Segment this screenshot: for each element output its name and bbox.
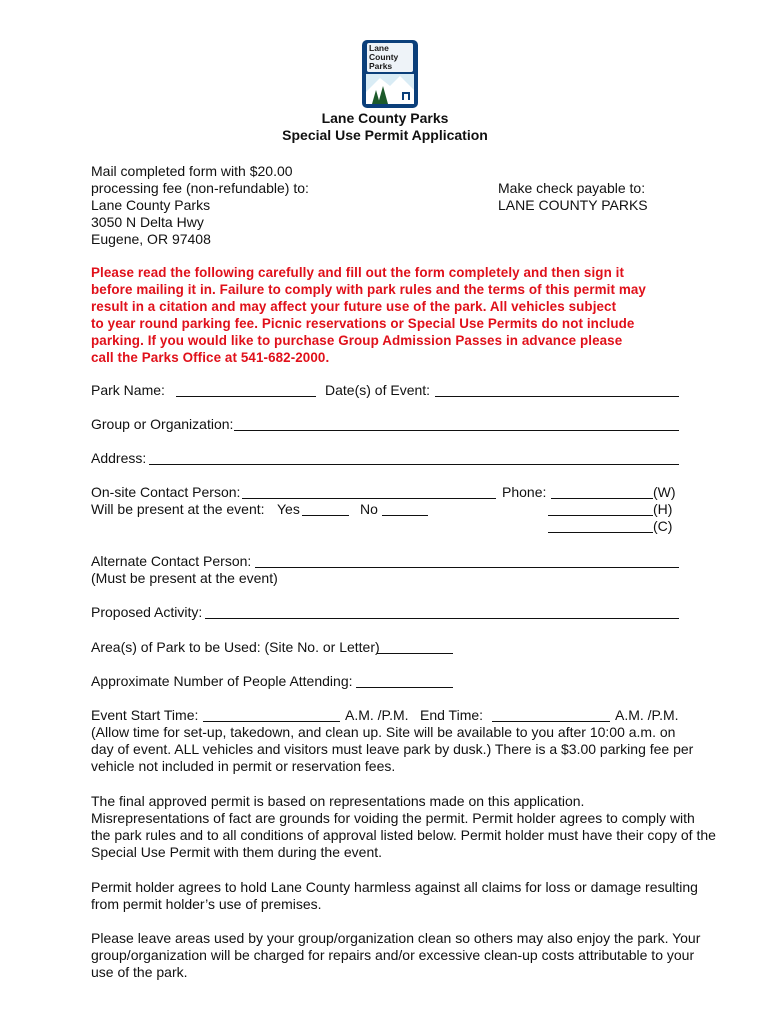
start-time-field[interactable]: [203, 721, 340, 722]
present-yes-label: Yes: [277, 501, 300, 517]
paragraph-line: Please leave areas used by your group/organization clean so others may also enjoy the park. Your: [91, 930, 701, 946]
attending-label: Approximate Number of People Attending:: [91, 673, 353, 689]
address-label: Address:: [91, 450, 147, 466]
lane-county-parks-logo: [362, 40, 418, 108]
activity-label: Proposed Activity:: [91, 604, 203, 620]
notice-line: to year round parking fee. Picnic reservations or Special Use Permits do not include: [91, 316, 635, 331]
paragraph-line: The final approved permit is based on representations made on this application.: [91, 793, 585, 809]
phone-work-label: (W): [653, 484, 676, 500]
mountain-tree-icon: [362, 40, 418, 108]
areas-label: Area(s) of Park to be Used: (Site No. or Letter): [91, 639, 380, 655]
dates-field[interactable]: [435, 396, 679, 397]
phone-cell-label: (C): [653, 518, 673, 534]
end-ampm-label: A.M. /P.M.: [615, 707, 679, 723]
phone-work-field[interactable]: [551, 498, 653, 499]
paragraph-line: group/organization will be charged for repairs and/or excessive clean-up costs attributable to your: [91, 947, 695, 963]
check-line-1: Make check payable to:: [498, 180, 646, 196]
group-field[interactable]: [234, 430, 679, 431]
start-time-label: Event Start Time:: [91, 707, 199, 723]
notice-line: parking. If you would like to purchase Group Admission Passes in advance please: [91, 333, 623, 348]
paragraph-line: use of the park.: [91, 964, 188, 980]
check-line-2: LANE COUNTY PARKS: [498, 197, 648, 213]
paragraph-line: from permit holder’s use of premises.: [91, 896, 322, 912]
clean-up-paragraph: [91, 930, 731, 981]
park-name-label: Park Name:: [91, 382, 165, 398]
paragraph-line: Misrepresentations of fact are grounds for voiding the permit. Permit holder agrees to comply with: [91, 810, 695, 826]
present-label: Will be present at the event:: [91, 501, 265, 517]
address-field[interactable]: [149, 464, 679, 465]
group-label: Group or Organization:: [91, 416, 234, 432]
alternate-contact-field[interactable]: [255, 567, 679, 568]
time-note-line: day of event. ALL vehicles and visitors must leave park by dusk.) There is a $3.00 parking fee per: [91, 741, 694, 757]
phone-label: Phone:: [502, 484, 547, 500]
time-note: [91, 724, 731, 775]
present-no-field[interactable]: [382, 515, 428, 516]
mail-line-1: Mail completed form with $20.00: [91, 163, 293, 179]
notice-line: result in a citation and may affect your future use of the park. All vehicles subject: [91, 299, 617, 314]
notice-line: call the Parks Office at 541-682-2000.: [91, 350, 330, 365]
onsite-contact-field[interactable]: [242, 498, 496, 499]
harmless-paragraph: [91, 879, 731, 913]
notice-line: before mailing it in. Failure to comply with park rules and the terms of this permit may: [91, 282, 646, 297]
paragraph-line: Permit holder agrees to hold Lane County harmless against all claims for loss or damage resulting: [91, 879, 698, 895]
approved-permit-paragraph: [91, 793, 731, 861]
paragraph-line: the park rules and to all conditions of approval listed below. Permit holder must have their copy of the: [91, 827, 716, 843]
alternate-contact-label: Alternate Contact Person:: [91, 553, 252, 569]
phone-home-label: (H): [653, 501, 673, 517]
logo-line-3: Parks: [369, 61, 393, 71]
attending-field[interactable]: [356, 687, 453, 688]
mail-line-5: Eugene, OR 97408: [91, 231, 211, 247]
areas-field[interactable]: [377, 653, 453, 654]
paragraph-line: Special Use Permit with them during the event.: [91, 844, 383, 860]
phone-home-field[interactable]: [548, 515, 653, 516]
title-line-1: Lane County Parks: [321, 110, 449, 126]
mail-line-4: 3050 N Delta Hwy: [91, 214, 204, 230]
logo-line-2: County: [369, 52, 399, 62]
dates-label: Date(s) of Event:: [325, 382, 431, 398]
logo-line-1: Lane: [369, 43, 389, 53]
present-no-label: No: [360, 501, 378, 517]
onsite-contact-label: On-site Contact Person:: [91, 484, 241, 500]
alternate-contact-note: (Must be present at the event): [91, 570, 278, 586]
mail-line-3: Lane County Parks: [91, 197, 211, 213]
mail-line-2: processing fee (non-refundable) to:: [91, 180, 309, 196]
notice-block: [91, 264, 731, 366]
page-title: Special Use Permit Application: [282, 127, 488, 143]
notice-line: Please read the following carefully and fill out the form completely and then sign it: [91, 265, 625, 280]
time-note-line: vehicle not included in permit or reservation fees.: [91, 758, 396, 774]
present-yes-field[interactable]: [302, 515, 349, 516]
end-time-field[interactable]: [492, 721, 610, 722]
time-note-line: (Allow time for set-up, takedown, and clean up. Site will be available to you after 10:00 a.m. on: [91, 724, 676, 740]
park-name-field[interactable]: [176, 396, 316, 397]
activity-field[interactable]: [205, 618, 679, 619]
end-time-label: End Time:: [420, 707, 484, 723]
start-ampm-label: A.M. /P.M.: [345, 707, 409, 723]
phone-cell-field[interactable]: [548, 532, 653, 533]
